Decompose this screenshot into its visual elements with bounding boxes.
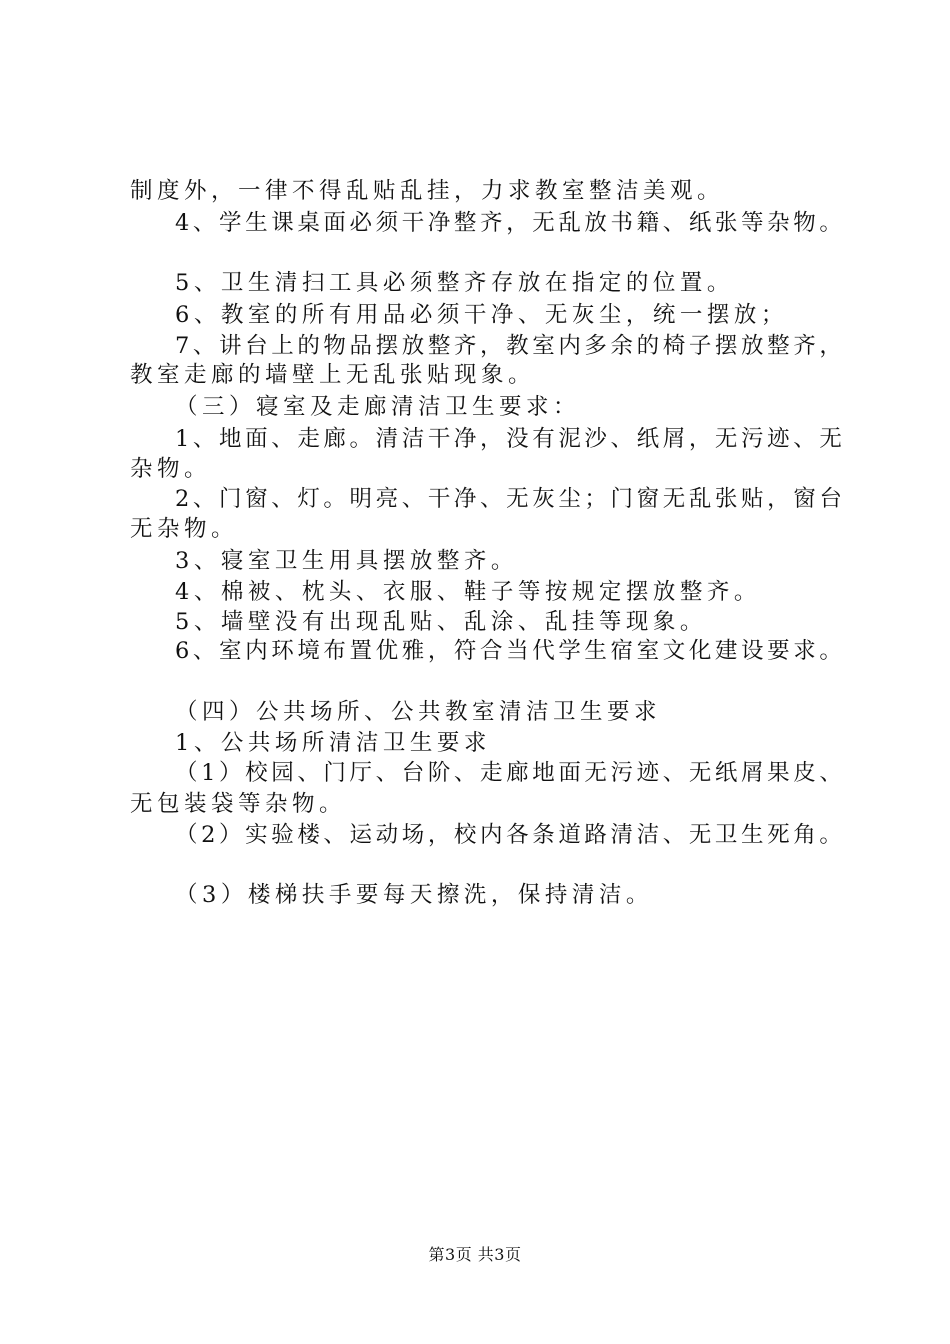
text-line: （2）实验楼、运动场，校内各条道路清洁、无卫生死角。 [175,822,846,848]
text-line: 4、学生课桌面必须干净整齐，无乱放书籍、纸张等杂物。 [175,210,846,236]
text-line: 无包装袋等杂物。 [130,791,347,817]
text-line: 杂物。 [130,456,212,482]
text-line: 4、棉被、枕头、衣服、鞋子等按规定摆放整齐。 [175,579,761,605]
text-line: 6、教室的所有用品必须干净、无灰尘，统一摆放； [175,302,788,328]
text-line: （3）楼梯扶手要每天擦洗，保持清洁。 [175,882,653,908]
text-line: 无杂物。 [130,516,239,542]
text-line: 7、讲台上的物品摆放整齐，教室内多余的椅子摆放整齐， [175,333,846,359]
text-line: 2、门窗、灯。明亮、干净、无灰尘；门窗无乱张贴，窗台 [175,486,846,512]
text-line: 6、室内环境布置优雅，符合当代学生宿室文化建设要求。 [175,638,846,664]
text-line: 5、墙壁没有出现乱贴、乱涂、乱挂等现象。 [175,609,707,635]
section-heading: （三）寝室及走廊清洁卫生要求： [175,394,581,420]
text-line: 1、地面、走廊。清洁干净，没有泥沙、纸屑，无污迹、无 [175,426,846,452]
text-line: （1）校园、门厅、台阶、走廊地面无污迹、无纸屑果皮、 [175,760,846,786]
section-heading: （四）公共场所、公共教室清洁卫生要求 [175,699,662,725]
page-number-footer: 第3页 共3页 [428,1245,522,1264]
text-line: 5、卫生清扫工具必须整齐存放在指定的位置。 [175,270,734,296]
text-line: 3、寝室卫生用具摆放整齐。 [175,548,518,574]
subsection-heading: 1、公共场所清洁卫生要求 [175,730,491,756]
text-line: 教室走廊的墙壁上无乱张贴现象。 [130,362,536,388]
text-line: 制度外，一律不得乱贴乱挂，力求教室整洁美观。 [130,178,725,204]
